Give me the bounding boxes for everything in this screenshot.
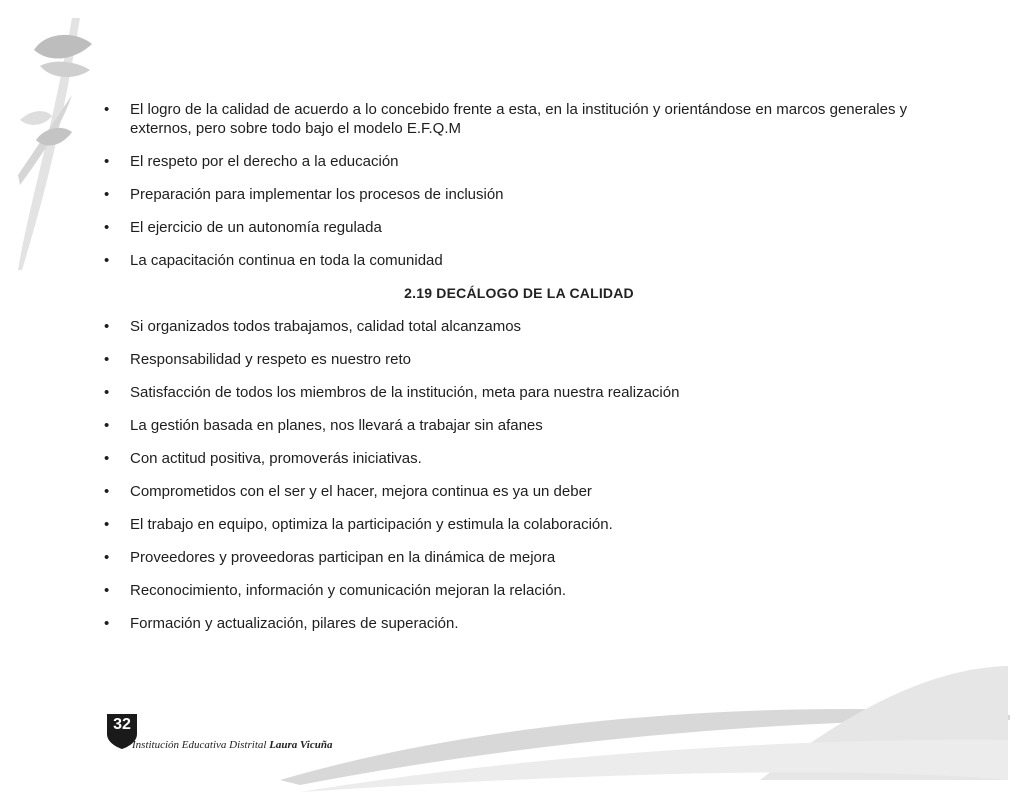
list-item xyxy=(104,350,934,369)
institution-prefix: Institución Educativa Distrital xyxy=(132,739,267,751)
list-item xyxy=(104,482,934,501)
list-item xyxy=(104,449,934,468)
list-item-text: El logro de la calidad de acuerdo a lo concebido frente a esta, en la institución y orientándose en marcos generales y externos, pero sobre todo bajo el modelo E.F.Q.M xyxy=(130,101,908,137)
institution-name: Laura Vicuña xyxy=(269,739,333,751)
list-item xyxy=(104,100,934,138)
list-item-text: Si organizados todos trabajamos, calidad total alcanzamos xyxy=(130,318,522,335)
list-item xyxy=(104,548,934,567)
bullet-marker: • xyxy=(104,483,110,500)
bullet-marker: • xyxy=(104,516,110,533)
list-item xyxy=(104,581,934,600)
bullet-marker: • xyxy=(104,318,110,335)
bullet-marker: • xyxy=(104,549,110,566)
list-item-text: El trabajo en equipo, optimiza la participación y estimula la colaboración. xyxy=(130,516,613,533)
list-item xyxy=(104,317,934,336)
list-item-text: Comprometidos con el ser y el hacer, mejora continua es ya un deber xyxy=(130,483,592,500)
bullet-marker: • xyxy=(104,219,110,236)
intro-list xyxy=(104,100,934,270)
footer-institution xyxy=(132,739,332,751)
bullet-marker: • xyxy=(104,384,110,401)
list-item-text: Proveedores y proveedoras participan en la dinámica de mejora xyxy=(130,549,556,566)
list-item xyxy=(104,515,934,534)
wave-decoration xyxy=(0,640,1024,799)
list-item-text: Con actitud positiva, promoverás iniciativas. xyxy=(130,450,422,467)
list-item-text: Formación y actualización, pilares de superación. xyxy=(130,615,459,632)
list-item xyxy=(104,185,934,204)
section-heading: 2.19 DECÁLOGO DE LA CALIDAD xyxy=(404,285,634,301)
list-item xyxy=(104,416,934,435)
list-item-text: La gestión basada en planes, nos llevará a trabajar sin afanes xyxy=(130,417,543,434)
decalogue-list xyxy=(104,317,934,633)
bullet-marker: • xyxy=(104,351,110,368)
bullet-marker: • xyxy=(104,186,110,203)
list-item-text: Reconocimiento, información y comunicación mejoran la relación. xyxy=(130,582,567,599)
bullet-marker: • xyxy=(104,582,110,599)
list-item-text: Responsabilidad y respeto es nuestro reto xyxy=(130,351,412,368)
floral-decoration xyxy=(0,0,120,280)
bullet-marker: • xyxy=(104,417,110,434)
list-item xyxy=(104,614,934,633)
bullet-marker: • xyxy=(104,101,110,118)
list-item xyxy=(104,383,934,402)
bullet-marker: • xyxy=(104,450,110,467)
page-number: 32 xyxy=(113,716,131,733)
bullet-marker: • xyxy=(104,252,110,269)
list-item xyxy=(104,152,934,171)
page-content xyxy=(104,100,934,647)
bullet-marker: • xyxy=(104,153,110,170)
list-item xyxy=(104,218,934,237)
list-item-text: El respeto por el derecho a la educación xyxy=(130,153,399,170)
list-item-text: El ejercicio de un autonomía regulada xyxy=(130,219,382,236)
list-item-text: La capacitación continua en toda la comunidad xyxy=(130,252,443,269)
list-item-text: Preparación para implementar los procesos de inclusión xyxy=(130,186,504,203)
bullet-marker: • xyxy=(104,615,110,632)
list-item xyxy=(104,251,934,270)
list-item-text: Satisfacción de todos los miembros de la institución, meta para nuestra realización xyxy=(130,384,680,401)
